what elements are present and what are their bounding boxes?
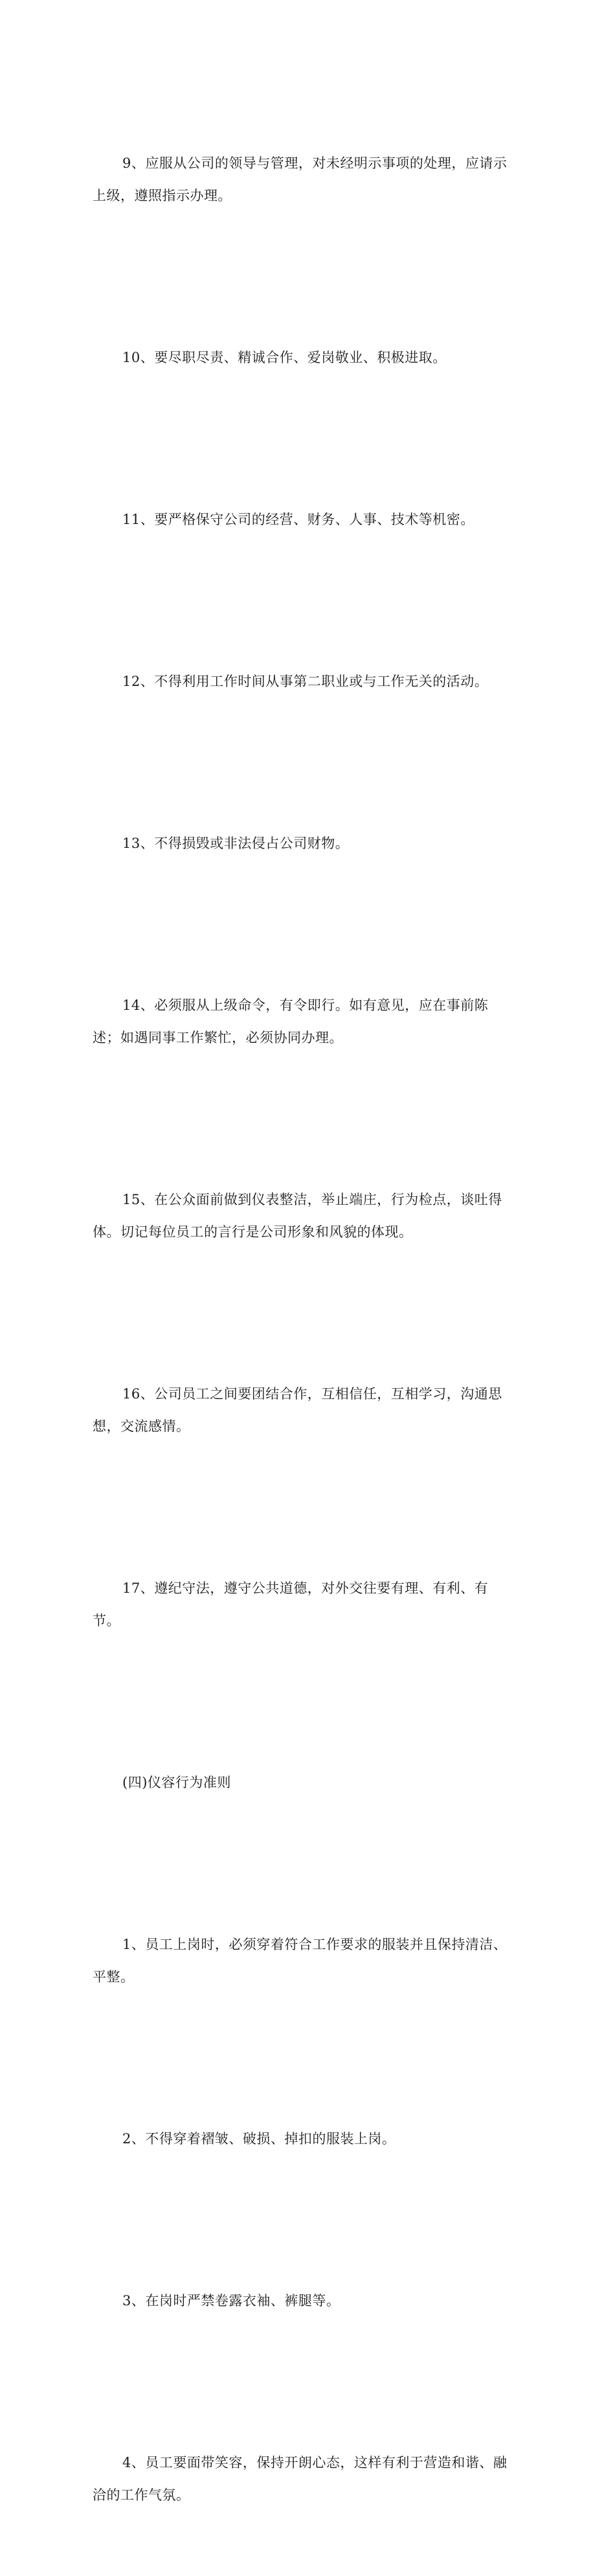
paragraph-appearance-4 [93,2382,522,2576]
paragraph-line: 洽的工作气氛。 [93,2487,190,2503]
paragraph-line: 17、遵纪守法，遵守公共道德，对外交往要有理、有利、有 [122,1580,489,1596]
section-heading-text: (四)仪容行为准则 [122,1775,231,1790]
paragraph-line: 节。 [93,1613,120,1628]
paragraph-line: 10、要尽职尽责、精诚合作、爱岗敬业、积极进取。 [122,350,447,365]
paragraph-line: 平整。 [93,1969,135,1985]
paragraph-line: 想，交流感情。 [93,1419,190,1434]
paragraph-line: 16、公司员工之间要团结合作，互相信任，互相学习，沟通思 [122,1386,502,1402]
paragraph-line: 9、应服从公司的领导与管理，对未经明示事项的处理，应请示 [122,155,508,171]
paragraph-appearance-1 [93,1864,522,2058]
paragraph-appearance-3 [93,2220,522,2382]
paragraph-rule-15 [93,1119,522,1313]
paragraph-line: 3、在岗时严禁卷露衣袖、裤腿等。 [122,2293,341,2308]
paragraph-rule-10 [93,277,522,439]
paragraph-rule-16 [93,1313,522,1507]
paragraph-rule-17 [93,1507,522,1702]
paragraph-line: 上级，遵照指示办理。 [93,188,232,203]
paragraph-rule-13 [93,762,522,924]
paragraph-rule-14 [93,924,522,1119]
paragraph-line: 2、不得穿着褶皱、破损、掉扣的服装上岗。 [122,2131,396,2147]
paragraph-line: 12、不得利用工作时间从事第二职业或与工作无关的活动。 [122,674,489,689]
paragraph-line: 述；如遇同事工作繁忙，必须协同办理。 [93,1030,343,1045]
paragraph-line: 1、员工上岗时，必须穿着符合工作要求的服装并且保持清洁、 [122,1937,508,1952]
paragraph-line: 4、员工要面带笑容，保持开朗心态，这样有利于营造和谐、融 [122,2455,508,2470]
paragraph-line: 15、在公众面前做到仪表整洁，举止端庄，行为检点，谈吐得 [122,1192,502,1207]
paragraph-line: 11、要严格保守公司的经营、财务、人事、技术等机密。 [122,512,475,527]
paragraph-line: 13、不得损毁或非法侵占公司财物。 [122,836,350,851]
section-heading [93,1702,522,1864]
paragraph-appearance-2 [93,2058,522,2220]
paragraph-line: 体。切记每位员工的言行是公司形象和风貌的体现。 [93,1224,413,1240]
document-body [93,82,522,2576]
paragraph-line: 14、必须服从上级命令，有令即行。如有意见，应在事前陈 [122,997,489,1013]
paragraph-rule-9 [93,82,522,277]
paragraph-rule-11 [93,439,522,600]
paragraph-rule-12 [93,600,522,762]
